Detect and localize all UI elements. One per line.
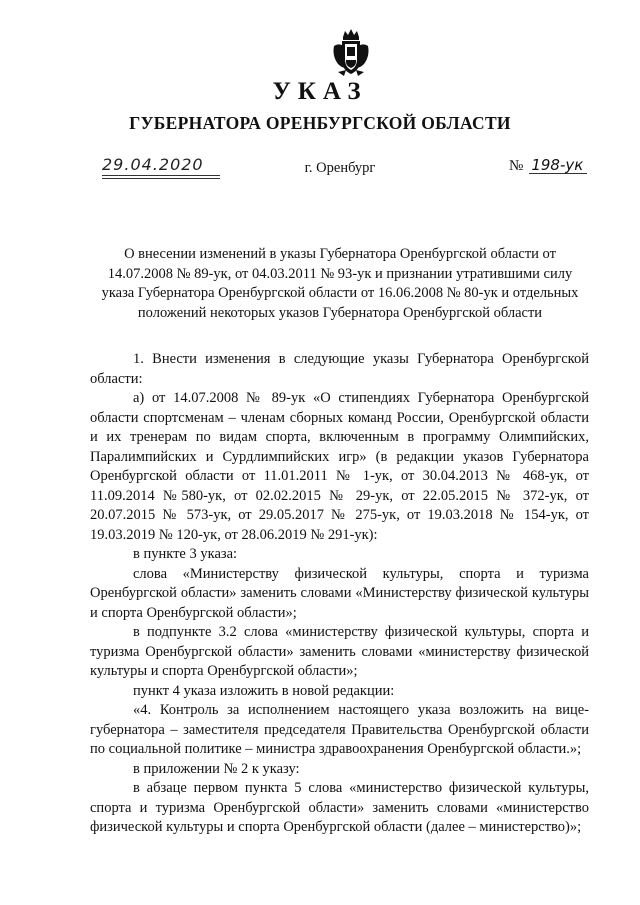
coat-of-arms-icon bbox=[330, 28, 372, 78]
document-issuer: ГУБЕРНАТОРА ОРЕНБУРГСКОЙ ОБЛАСТИ bbox=[129, 113, 511, 133]
body-paragraph: в подпункте 3.2 слова «министерству физической культуры, спорта и туризма Оренбургской области» заменить словами «министерству физической культуры и спорта Оренбургской области»; bbox=[90, 624, 589, 679]
date-value: 29.04.2020 bbox=[102, 155, 204, 174]
document-title: УКАЗ bbox=[272, 78, 368, 105]
body-paragraph: «4. Контроль за исполнением настоящего указа возложить на вице-губернатора – заместителя председателя Правительства Оренбургской области по социальной политике – министра здравоохранения Оренбургской области.»; bbox=[90, 702, 589, 757]
heading-line: положений некоторых указов Губернатора Оренбургской области bbox=[137, 304, 543, 321]
body-paragraph: в абзаце первом пункта 5 слова «министерство физической культуры, спорта и туризма Оренбургской области» заменить словами «министерство физической культуры и спорта Оренбургской области (далее – министерство)»; bbox=[90, 780, 589, 835]
heading-line: указа Губернатора Оренбургской области от 16.06.2008 № 80-ук и отдельных bbox=[101, 285, 579, 301]
body-paragraph: в пункте 3 указа: bbox=[133, 546, 238, 562]
body-paragraph: 1. Внести изменения в следующие указы Губернатора Оренбургской области: bbox=[90, 351, 589, 387]
date-underline bbox=[102, 178, 220, 179]
number-value: 198-ук bbox=[529, 157, 587, 174]
number-sign: № bbox=[509, 158, 524, 174]
body-paragraph: пункт 4 указа изложить в новой редакции: bbox=[133, 682, 395, 699]
document-city: г. Оренбург bbox=[304, 160, 376, 176]
document-body bbox=[90, 350, 589, 838]
body-paragraph: в приложении № 2 к указу: bbox=[133, 760, 300, 777]
body-paragraph: слова «Министерству физической культуры, спорта и туризма Оренбургской области» заменить словами «Министерству физической культуры и спорта Оренбургской области»; bbox=[90, 565, 589, 621]
document-number bbox=[509, 157, 587, 175]
heading-line: 14.07.2008 № 89-ук, от 04.03.2011 № 93-ук и признании утратившими силу bbox=[107, 265, 573, 282]
document-heading bbox=[90, 245, 590, 323]
heading-line: О внесении изменений в указы Губернатора Оренбургской области от bbox=[124, 246, 556, 262]
body-paragraph: а) от 14.07.2008 № 89-ук «О стипендиях Губернатора Оренбургской области спортсменам – членам сборных команд России, Оренбургской области и их тренерам по видам спорта, включенным в программу Олимпийских, Паралимпийских и Сурдлимпийских игр» (в редакции указов Губернатора Оренбургской области от 11.01.2011 № 1-ук, от 30.04.2013 № 468-ук, от 11.09.2014 №580-ук, от 02.02.2015 № 29-ук, от 22.05.2015 № 372-ук, от 20.07.2015 № 573-ук, от 29.05.2017 № 275-ук, от 19.03.2018 № 154-ук, от 19.03.2019 № 120-ук, от 28.06.2019 № 291-ук): bbox=[90, 390, 589, 543]
